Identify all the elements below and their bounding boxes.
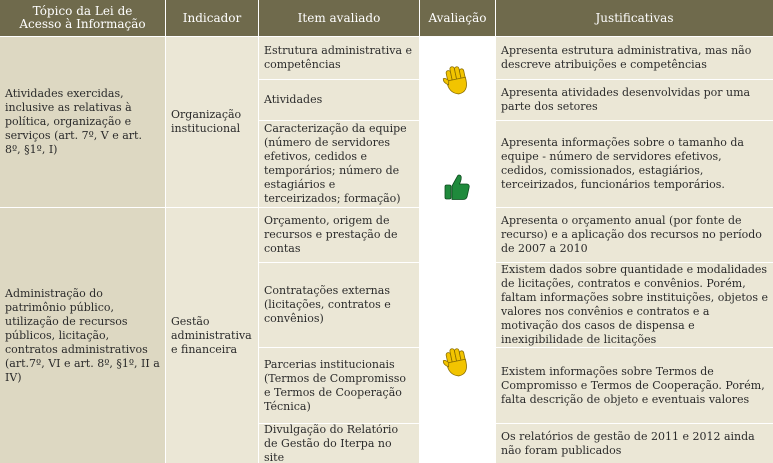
justification-cell-3: Apresenta informações sobre o tamanho da equipe - número de servidores efetivos, cedidos, comissionados, estagiários, terceirizados, funcionários temporários. xyxy=(496,121,773,207)
item-cell-6: Parcerias institucionais (Termos de Compromisso e Termos de Cooperação Técnica) xyxy=(259,348,419,423)
item-cell-1: Estrutura administrativa e competências xyxy=(259,37,419,79)
justification-cell-7: Os relatórios de gestão de 2011 e 2012 ainda não foram publicados xyxy=(496,424,773,463)
evaluation-cell xyxy=(420,37,495,463)
item-cell-3: Caracterização da equipe (número de servidores efetivos, cedidos e temporários; número de estagiários e terceirizados; formação) xyxy=(259,121,419,207)
justification-cell-2: Apresenta atividades desenvolvidas por uma parte dos setores xyxy=(496,80,773,120)
topic-cell-1: Atividades exercidas, inclusive as relativas à política, organização e serviços (art. 7º, V e art. 8º, §1º, I) xyxy=(0,37,165,207)
item-cell-2: Atividades xyxy=(259,80,419,120)
header-justification: Justificativas xyxy=(496,0,773,36)
indicator-cell-2: Gestão administrativa e financeira xyxy=(166,208,258,463)
header-item: Item avaliado xyxy=(259,0,419,36)
header-evaluation: Avaliação xyxy=(420,0,495,36)
item-cell-5: Contratações externas (licitações, contratos e convênios) xyxy=(259,263,419,347)
header-topic: Tópico da Lei de Acesso à Informação xyxy=(0,0,165,36)
hand-wave-icon xyxy=(440,346,474,380)
indicator-cell-1: Organização institucional xyxy=(166,37,258,207)
justification-cell-1: Apresenta estrutura administrativa, mas não descreve atribuições e competências xyxy=(496,37,773,79)
topic-cell-2: Administração do patrimônio público, utilização de recursos públicos, licitação, contratos administrativos (art.7º, VI e art. 8º, §1º, II a IV) xyxy=(0,208,165,463)
hand-wave-icon xyxy=(440,64,474,98)
justification-cell-4: Apresenta o orçamento anual (por fonte de recurso) e a aplicação dos recursos no período de 2007 a 2010 xyxy=(496,208,773,262)
header-indicator: Indicador xyxy=(166,0,258,36)
item-cell-4: Orçamento, origem de recursos e prestação de contas xyxy=(259,208,419,262)
item-cell-7: Divulgação do Relatório de Gestão do Iterpa no site xyxy=(259,424,419,463)
justification-cell-6: Existem informações sobre Termos de Compromisso e Termos de Cooperação. Porém, falta descrição de objeto e eventuais valores xyxy=(496,348,773,423)
justification-cell-5: Existem dados sobre quantidade e modalidades de licitações, contratos e convênios. Porém, faltam informações sobre instituições, objetos e valores nos convênios e contratos e a motivação dos casos de dispensa e inexigibilidade de licitações xyxy=(496,263,773,347)
thumbs-up-icon xyxy=(440,170,474,204)
